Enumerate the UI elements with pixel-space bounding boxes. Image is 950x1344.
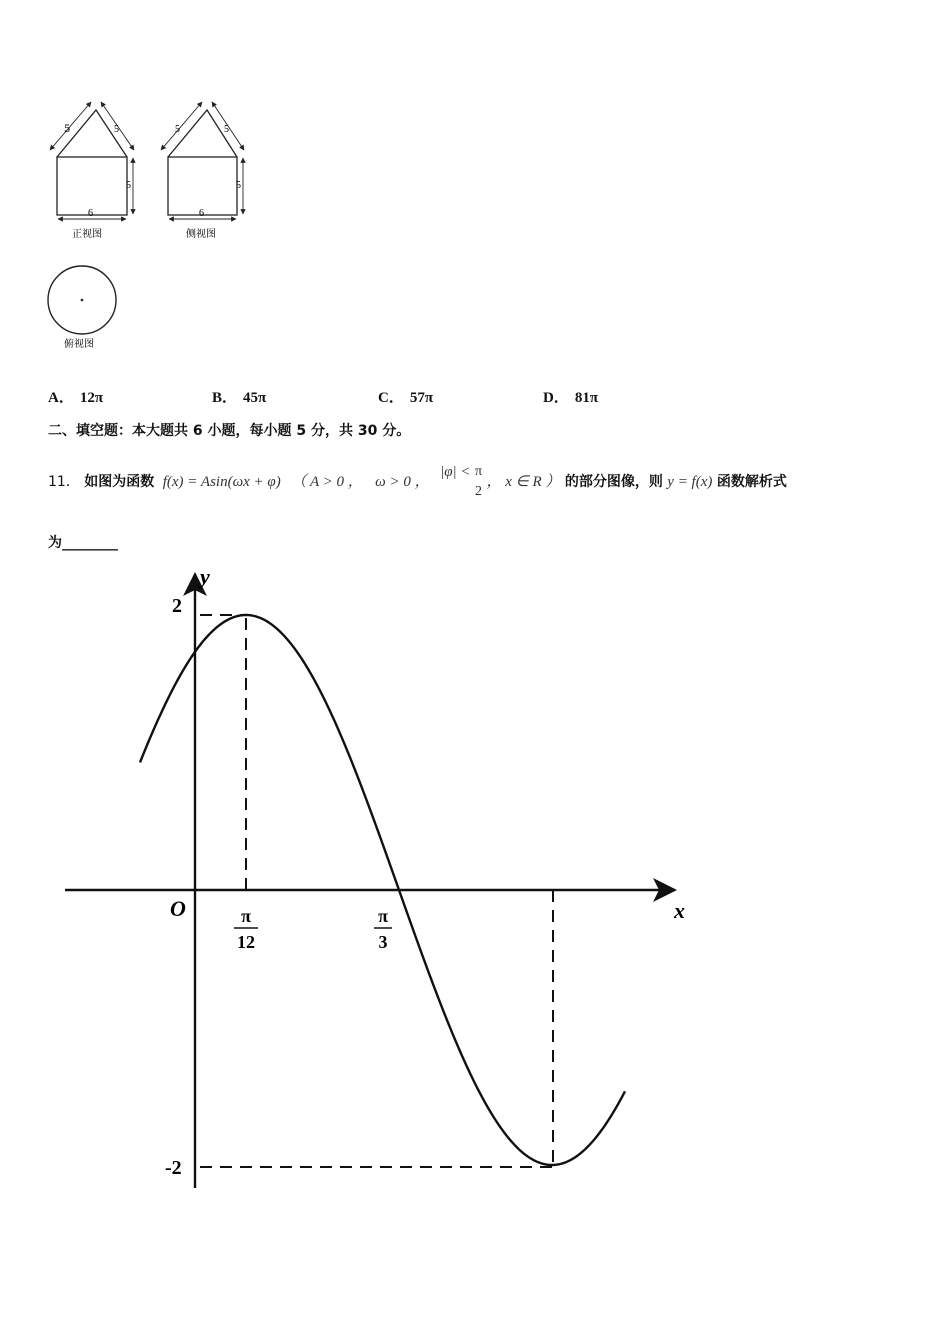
- option-b: [212, 386, 266, 407]
- tick1-numerator: π: [241, 906, 251, 926]
- question-formula: f(x) = Asin(ωx + φ): [162, 474, 281, 490]
- side-width: 6: [199, 208, 204, 219]
- y-max-label: 2: [172, 595, 182, 617]
- question-text-3: 函数解析式: [716, 474, 787, 490]
- front-height: 5: [126, 180, 131, 191]
- question-cond-omega: ω > 0 ，: [375, 474, 430, 490]
- option-a-value: 12π: [79, 390, 104, 406]
- option-a: [48, 386, 103, 407]
- option-d: [543, 386, 598, 407]
- pi-numerator: π: [474, 464, 483, 479]
- front-slant-right: 5: [114, 124, 119, 135]
- x-axis-label: x: [674, 898, 685, 923]
- option-c: [378, 386, 433, 407]
- question-cond-phi: |φ| <: [440, 464, 471, 480]
- question-text-2: 的部分图像，则: [564, 474, 663, 490]
- pi-denominator: 2: [474, 484, 482, 499]
- question-pi-fraction: [475, 462, 482, 502]
- top-caption: 俯视图: [64, 339, 94, 350]
- side-slant-left: 5: [175, 124, 180, 135]
- section-header: 二、填空题：本大题共 6 小题，每小题 5 分，共 30 分。: [48, 423, 411, 439]
- option-c-value: 57π: [409, 390, 434, 406]
- option-c-letter: C．: [378, 390, 404, 406]
- side-height: 5: [236, 180, 241, 191]
- question-cond-x: ， x ∈ R ）: [486, 474, 561, 490]
- tick2-numerator: π: [378, 906, 388, 926]
- option-b-value: 45π: [243, 390, 267, 406]
- front-caption: 正视图: [72, 229, 102, 240]
- option-b-letter: B．: [212, 390, 238, 406]
- option-a-letter: A．: [48, 390, 74, 406]
- front-slant-left: 5: [64, 124, 71, 135]
- question-number: 11．: [48, 474, 80, 490]
- side-view: [161, 102, 244, 219]
- three-view-figure: [40, 100, 270, 360]
- side-caption: 侧视图: [186, 229, 216, 240]
- option-d-letter: D．: [543, 390, 569, 406]
- question-text-1: 如图为函数: [84, 474, 155, 490]
- y-min-label: -2: [165, 1157, 182, 1179]
- top-view-center-dot: [81, 299, 84, 302]
- question-11-line2: 为________: [48, 535, 118, 551]
- tick2-denominator: 3: [378, 932, 388, 952]
- question-11-line1: [48, 462, 787, 502]
- question-cond-a: （ A > 0 ，: [291, 474, 363, 490]
- front-view: [50, 102, 134, 219]
- origin-label: O: [170, 896, 186, 921]
- front-width: 6: [88, 208, 93, 219]
- y-axis-label: y: [200, 564, 210, 589]
- option-d-value: 81π: [574, 390, 599, 406]
- tick1-denominator: 12: [237, 932, 255, 952]
- side-slant-right: 5: [224, 124, 229, 135]
- question-formula-2: y = f(x): [667, 474, 713, 490]
- function-graph: [50, 560, 710, 1200]
